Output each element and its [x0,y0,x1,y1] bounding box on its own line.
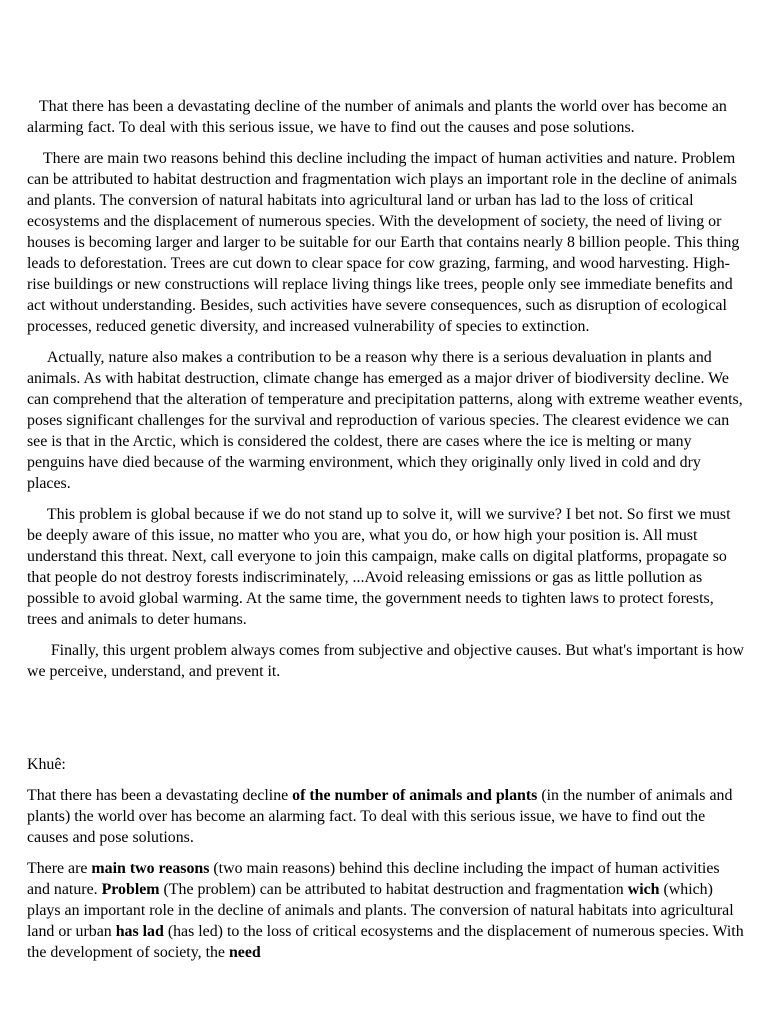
feedback-error-highlight: Problem [101,881,160,898]
feedback-text: (in the number of animals and plants) the world over has become an alarming fact. To deal with this serious issue, we have to find out the causes and pose solutions. [27,787,733,846]
feedback-error-highlight: main two reasons [91,860,210,877]
feedback-error-highlight: need [228,944,261,961]
feedback-text: (The problem) can be attributed to habitat destruction and fragmentation [159,881,628,898]
essay-paragraph-intro: That there has been a devastating decline of the number of animals and plants the world over has become an alarming fact. To deal with this serious issue, we have to find out the causes and pose solutions. [27,98,727,136]
feedback-text: (which) plays an important role in the decline of animals and plants. The conversion of natural habitats into agricultural land or urban [27,881,734,940]
feedback-heading: Khuê: [27,756,66,773]
feedback-error-highlight: wich [627,881,660,898]
feedback-text: That there has been a devastating decline [27,787,293,804]
feedback-text: There are [27,860,92,877]
feedback-text: (two main reasons) behind this decline including the impact of human activities and nature. [27,860,720,898]
feedback-paragraph-2 [27,858,746,963]
essay-paragraph-nature-causes: Actually, nature also makes a contribution to be a reason why there is a serious devaluation in plants and animals. As with habitat destruction, climate change has emerged as a major driver of biodiversity decline. We can comprehend that the alteration of temperature and precipitation patterns, along with extreme weather events, poses significant challenges for the survival and reproduction of various species. The clearest evidence we can see is that in the Arctic, which is considered the coldest, there are cases where the ice is melting or many penguins have died because of the warming environment, which they originally only lived in cold and dry places. [27,349,743,492]
feedback-error-highlight: has lad [115,923,164,940]
essay-paragraph-human-causes: There are main two reasons behind this decline including the impact of human activities and nature. Problem can be attributed to habitat destruction and fragmentation wich plays an important role in the decline of animals and plants. The conversion of natural habitats into agricultural land or urban has lad to the loss of critical ecosystems and the displacement of numerous species. With the development of society, the need of living or houses is becoming larger and larger to be suitable for our Earth that contains nearly 8 billion people. This thing leads to deforestation. Trees are cut down to clear space for cow grazing, farming, and wood harvesting. High-rise buildings or new constructions will replace living things like trees, people only see immediate benefits and act without understanding. Besides, such activities have severe consequences, such as disruption of ecological processes, reduced genetic diversity, and increased vulnerability of species to extinction. [27,150,740,335]
document-page [27,96,746,973]
feedback-paragraph-1 [27,785,746,848]
feedback-text: (has led) to the loss of critical ecosystems and the displacement of numerous species. With the development of society, the [27,923,744,961]
section-spacer [27,692,746,754]
essay-paragraph-solutions: This problem is global because if we do not stand up to solve it, will we survive? I bet not. So first we must be deeply aware of this issue, no matter who you are, what you do, or how high your position is. All must understand this threat. Next, call everyone to join this campaign, make calls on digital platforms, propagate so that people do not destroy forests indiscriminately, ...Avoid releasing emissions or gas as little pollution as possible to avoid global warming. At the same time, the government needs to tighten laws to protect forests, trees and animals to deter humans. [27,506,731,628]
essay-paragraph-conclusion: Finally, this urgent problem always comes from subjective and objective causes. But what's important is how we perceive, understand, and prevent it. [27,642,744,680]
feedback-error-highlight: of the number of animals and plants [292,787,538,804]
